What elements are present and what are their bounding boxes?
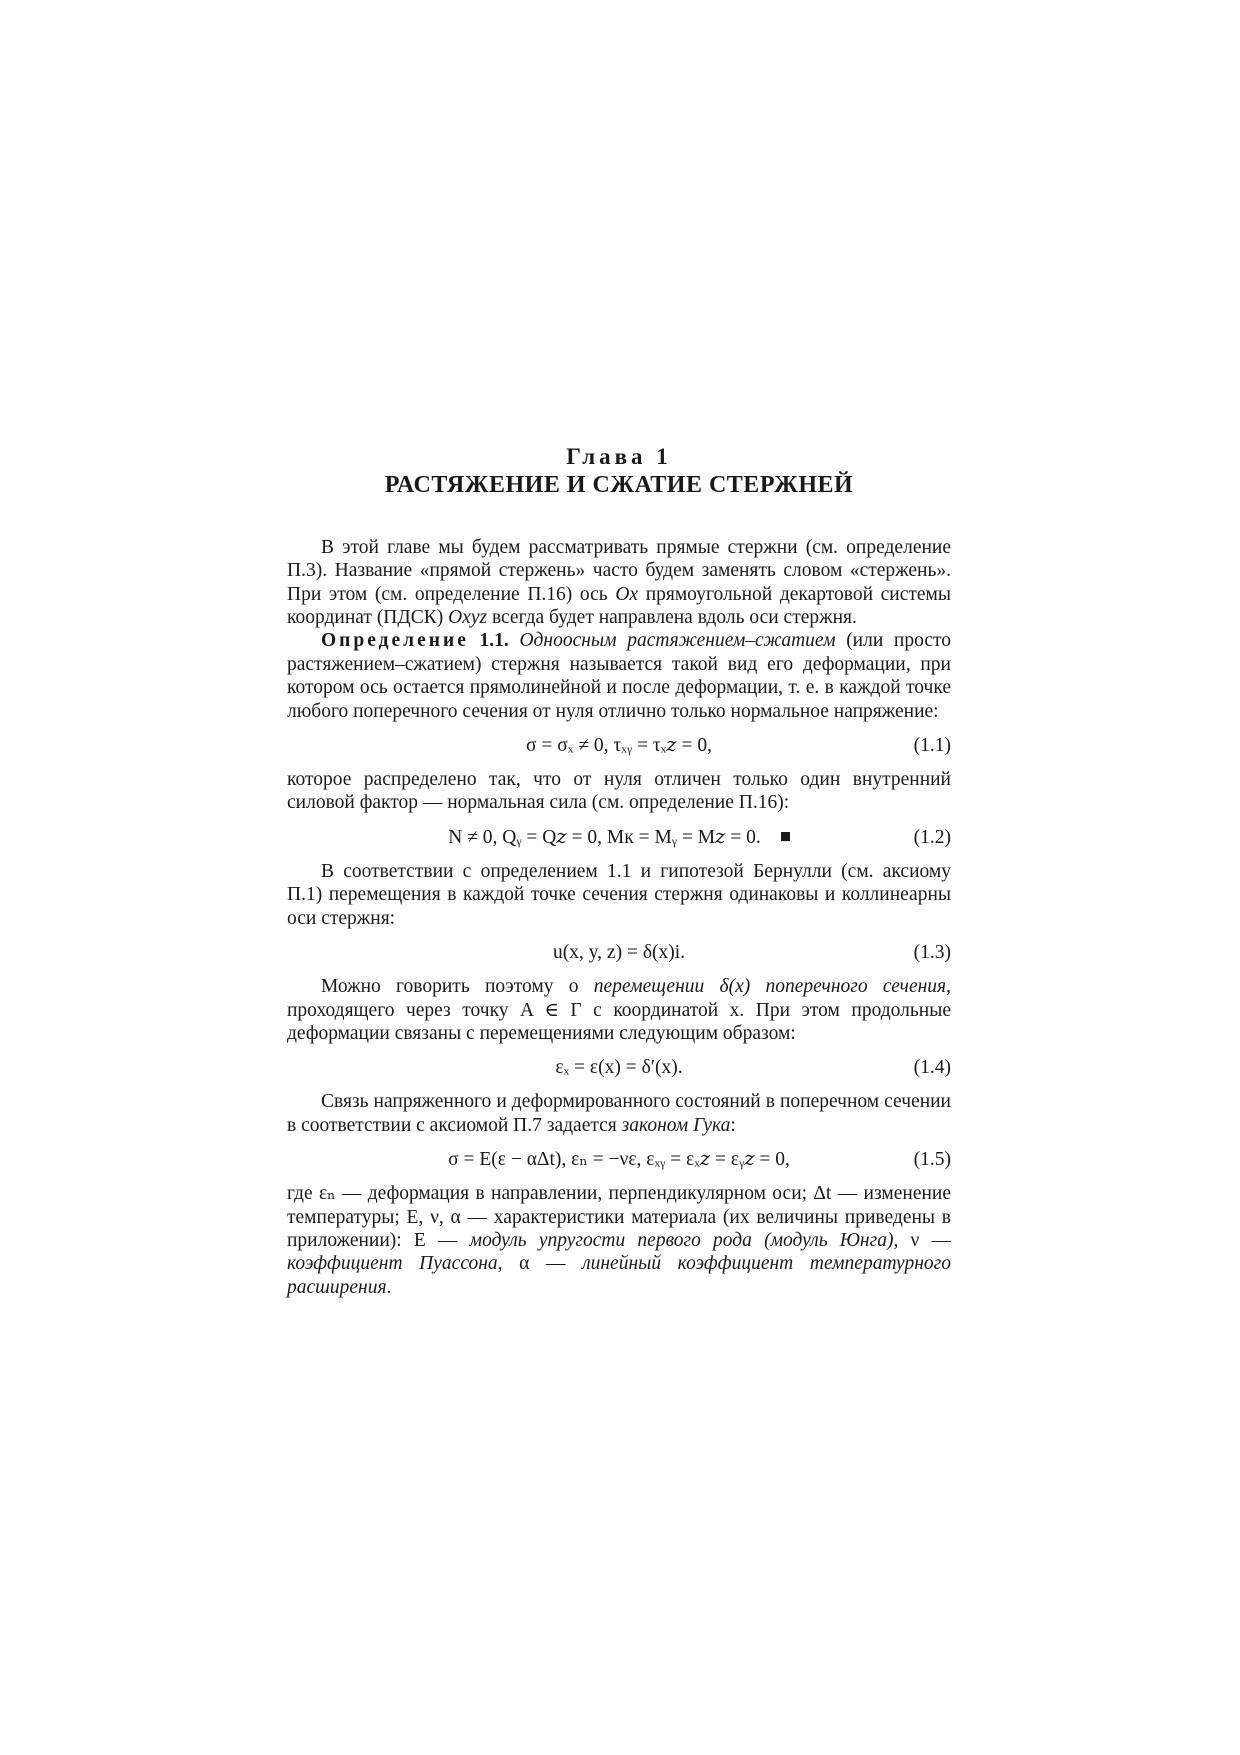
equation-1-2-body: N ≠ 0, Qᵧ = Q𝑧 = 0, Mк = Mᵧ = M𝑧 = 0. bbox=[448, 826, 761, 848]
equation-1-4 bbox=[287, 1055, 951, 1081]
equation-1-5-number: (1.5) bbox=[913, 1149, 951, 1171]
definition-term: Одноосным растяжением–сжатием bbox=[519, 630, 836, 652]
paragraph-2: которое распределено так, что от нуля отличен только один внутренний силовой фактор — нормальная сила (см. определение П.16): bbox=[287, 769, 951, 814]
equation-1-2-number: (1.2) bbox=[913, 826, 951, 848]
paragraph-6-text-b: , ν — bbox=[893, 1229, 951, 1251]
intro-text-c: всегда будет направлена вдоль оси стержня. bbox=[487, 607, 857, 629]
paragraph-3: В соответствии с определением 1.1 и гипотезой Бернулли (см. аксиому П.1) перемещения в каждой точке сечения стержня одинаковы и коллинеарны оси стержня: bbox=[287, 860, 951, 929]
paragraph-6-term-1: модуль упругости первого рода (модуль Юнга) bbox=[469, 1229, 894, 1251]
chapter-title: РАСТЯЖЕНИЕ И СЖАТИЕ СТЕРЖНЕЙ bbox=[384, 472, 854, 499]
definition-paragraph bbox=[287, 629, 951, 723]
definition-head: Определение bbox=[321, 630, 469, 652]
equation-1-1-number: (1.1) bbox=[913, 735, 951, 757]
paragraph-6-text-a: где εₙ — деформация в направлении, перпендикулярном оси; Δt — изменение температуры; E, ν, α — характеристики материала (их величины приведены в приложении): E — bbox=[287, 1183, 951, 1251]
paragraph-4-text-a: Можно говорить поэтому о bbox=[321, 976, 594, 998]
equation-1-4-number: (1.4) bbox=[913, 1057, 951, 1079]
intro-text-a: В этой главе мы будем рассматривать прямые стержни (см. определение П.3). Название «прямой стержень» часто будем заменять словом «стержень». При этом (см. определение П.16) ось bbox=[287, 536, 951, 605]
paragraph-5-text-a: Связь напряженного и деформированного состояний в поперечном сечении в соответствии с аксиомой П.7 задается bbox=[287, 1091, 951, 1136]
paragraph-4-term: перемещении δ(x) поперечного сечения bbox=[593, 976, 947, 998]
paragraph-6-text-d: . bbox=[386, 1276, 392, 1298]
equation-1-5-body: σ = E(ε − αΔt), εₙ = −νε, εₓᵧ = εₓ𝑧 = εᵧ𝑧 = 0, bbox=[448, 1149, 790, 1171]
equation-1-3-body: u(x, y, z) = δ(x)i. bbox=[552, 942, 686, 964]
paragraph-4-text-b: , проходящего через точку A ∈ Γ с координатой x. При этом продольные деформации связаны с перемещениями следующим образом: bbox=[287, 976, 951, 1044]
definition-number: 1.1. bbox=[479, 630, 509, 652]
paragraph-6 bbox=[287, 1182, 951, 1299]
axis-ox: Ox bbox=[615, 583, 639, 605]
equation-1-1 bbox=[287, 733, 951, 759]
equation-1-5 bbox=[287, 1147, 951, 1173]
paragraph-6-text-c: , α — bbox=[497, 1253, 583, 1275]
chapter-number: Глава 1 bbox=[566, 444, 672, 469]
paragraph-5 bbox=[287, 1090, 951, 1137]
equation-1-1-body: σ = σₓ ≠ 0, τₓᵧ = τₓ𝑧 = 0, bbox=[526, 735, 712, 757]
paragraph-5-text-b: : bbox=[730, 1114, 736, 1136]
equation-1-3-number: (1.3) bbox=[913, 942, 951, 964]
paragraph-4 bbox=[287, 975, 951, 1045]
text-block bbox=[287, 445, 951, 1299]
end-of-definition-mark bbox=[781, 832, 790, 841]
definition-text: (или просто растяжением–сжатием) стержня называется такой вид его деформации, при котором ось остается прямолинейной и после деформации, т. е. в каждой точке любого поперечного сечения от нуля отлично только нормальное напряжение: bbox=[287, 630, 952, 722]
intro-text-b: прямоугольной декартовой системы координат (ПДСК) bbox=[287, 583, 951, 629]
equation-1-2 bbox=[287, 825, 951, 851]
system-oxyz: Oxyz bbox=[448, 607, 488, 629]
intro-paragraph bbox=[287, 536, 951, 630]
paragraph-5-term: законом Гука bbox=[621, 1114, 731, 1136]
paragraph-6-term-3: линейный коэффициент температурного расширения bbox=[287, 1253, 951, 1298]
equation-1-4-body: εₓ = ε(x) = δ′(x). bbox=[555, 1057, 683, 1079]
paragraph-6-term-2: коэффициент Пуассона bbox=[287, 1253, 498, 1275]
equation-1-3 bbox=[287, 940, 951, 966]
